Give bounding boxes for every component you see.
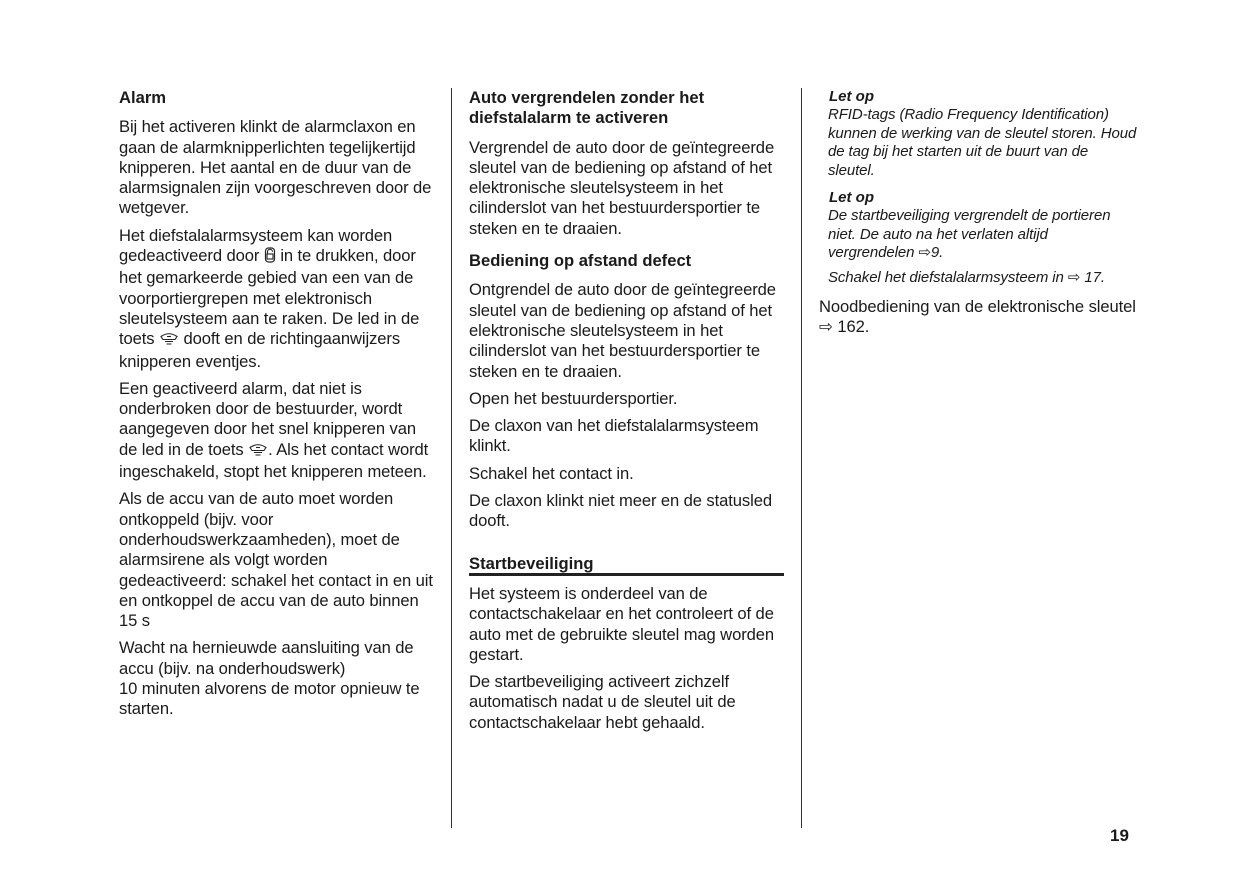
paragraph: Ontgrendel de auto door de geïntegreerde sleutel van de bediening op afstand of het elektronische sleutelsysteem in het cilinderslot van het bestuurdersportier te steken en te draaien. bbox=[469, 280, 776, 381]
paragraph: De claxon klinkt niet meer en de statusled dooft. bbox=[469, 491, 772, 531]
column-vergrendelen bbox=[469, 88, 784, 740]
alarm-button-icon bbox=[248, 442, 268, 462]
paragraph bbox=[119, 638, 437, 719]
unlock-icon bbox=[264, 247, 276, 268]
page-reference-link[interactable]: 17. bbox=[1084, 268, 1105, 286]
column-notes bbox=[819, 88, 1137, 345]
heading-bediening-defect: Bediening op afstand defect bbox=[469, 251, 692, 271]
note-title: Let op bbox=[829, 189, 874, 206]
note-text: De startbeveiliging vergrendelt de portieren niet. De auto na het verlaten altijd vergrendelen ⇨9. bbox=[828, 207, 1111, 261]
paragraph: Open het bestuurdersportier. bbox=[469, 388, 678, 408]
text: 10 minuten alvorens de motor opnieuw te starten. bbox=[119, 679, 420, 719]
arrow-right-icon: ⇨ bbox=[918, 244, 931, 261]
text: in te drukken, door het gemarkeerde gebied van een van de voorportiergrepen met elektronisch sleutelsysteem aan te raken. De led in de toets bbox=[119, 246, 420, 349]
paragraph: Bij het activeren klinkt de alarmclaxon en gaan de alarmknipperlichten tegelijkertijd knipperen. Het aantal en de duur van de alarmsignalen zijn voorgeschreven door de wetgever. bbox=[119, 117, 432, 218]
heading-vergrendelen: Auto vergrendelen zonder het diefstalalarm te activeren bbox=[469, 88, 705, 128]
page-number: 19 bbox=[1110, 826, 1129, 845]
text: dooft en de richtingaanwijzers knipperen eventjes. bbox=[119, 329, 401, 371]
page-reference-link[interactable]: 9. bbox=[930, 244, 944, 261]
page-reference-link[interactable]: 162. bbox=[837, 317, 870, 337]
column-divider-2 bbox=[801, 88, 802, 828]
heading-startbeveiliging: Startbeveiliging bbox=[469, 553, 594, 573]
note-text: RFID-tags (Radio Frequency Identification) kunnen de werking van de sleutel storen. Houd de tag bij het starten uit de buurt van de sleutel. bbox=[828, 106, 1137, 179]
paragraph: Als de accu van de auto moet worden ontkoppeld (bijv. voor onderhoudswerkzaamheden), moet de alarmsirene als volgt worden gedeactiveerd: schakel het contact in en uit en ontkoppel de accu van de auto binnen 15 s bbox=[119, 489, 433, 631]
heading-alarm: Alarm bbox=[119, 88, 167, 107]
note-text: Schakel het diefstalalarmsysteem in ⇨ 17. bbox=[828, 268, 1105, 286]
column-divider-1 bbox=[451, 88, 452, 828]
text: Een geactiveerd alarm, dat niet is onderbroken door de bestuurder, wordt aangegeven door het snel knipperen van de led in de toets bbox=[119, 378, 416, 459]
paragraph: Schakel het contact in. bbox=[469, 463, 634, 483]
paragraph: Het systeem is onderdeel van de contactschakelaar en het controleert of de auto met de gebruikte sleutel mag worden gestart. bbox=[469, 583, 775, 664]
column-alarm bbox=[119, 88, 437, 727]
text: . Als het contact wordt ingeschakeld, stopt het knipperen meteen. bbox=[119, 439, 429, 482]
note-title: Let op bbox=[829, 88, 874, 105]
paragraph: Noodbediening van de elektronische sleutel ⇨ 162. bbox=[819, 297, 1136, 337]
paragraph bbox=[119, 226, 437, 372]
text: Het diefstalalarmsysteem kan worden gedeactiveerd door bbox=[119, 225, 393, 266]
arrow-right-icon: ⇨ bbox=[1067, 268, 1081, 286]
text: Wacht na hernieuwde aansluiting van de accu (bijv. na onderhoudswerk) bbox=[119, 638, 414, 678]
paragraph: De claxon van het diefstalalarmsysteem klinkt. bbox=[469, 416, 759, 456]
alarm-button-icon bbox=[159, 331, 179, 351]
paragraph: De startbeveiliging activeert zichzelf automatisch nadat u de sleutel uit de contactschakelaar hebt gehaald. bbox=[469, 672, 736, 732]
paragraph bbox=[119, 379, 437, 482]
paragraph: Vergrendel de auto door de geïntegreerde sleutel van de bediening op afstand of het elektronische sleutelsysteem in het cilinderslot van het bestuurdersportier te steken en te draaien. bbox=[469, 137, 775, 238]
arrow-right-icon: ⇨ bbox=[819, 317, 833, 337]
